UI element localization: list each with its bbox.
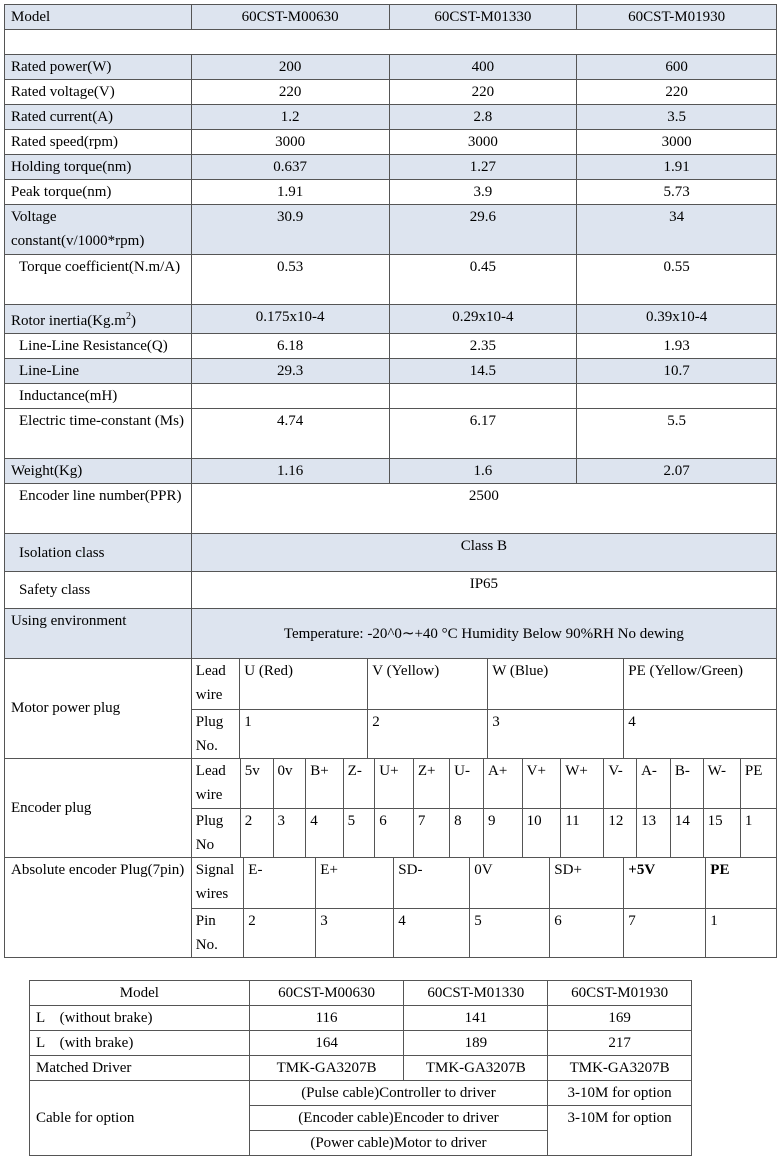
row-label: Electric time-constant (Ms) — [5, 409, 192, 459]
table-row — [5, 305, 777, 334]
table-row — [5, 155, 777, 180]
cell-value: 0.29x10-4 — [389, 305, 577, 334]
cell-value — [577, 384, 777, 409]
cell-value: 6.18 — [191, 334, 389, 359]
abs-pin-cell: 4 — [394, 908, 470, 957]
cell-value: 116 — [249, 1006, 404, 1031]
cell-value: 5.73 — [577, 180, 777, 205]
table-row — [5, 80, 777, 105]
encoder-plug-cell: 9 — [484, 809, 523, 858]
row-label: Weight(Kg) — [5, 459, 192, 484]
row-label: Motor power plug — [5, 659, 192, 759]
cell-value: 0.637 — [191, 155, 389, 180]
cell-value: 169 — [548, 1006, 692, 1031]
encoder-plug-cell: 8 — [450, 809, 484, 858]
motor-plug-row — [5, 659, 777, 759]
row-label: Line-Line — [5, 359, 192, 384]
pin-no-label: Pin No. — [192, 908, 244, 957]
encoder-plug-table — [192, 759, 776, 858]
spacer-row — [5, 30, 777, 55]
table-row — [5, 55, 777, 80]
encoder-lead-cell: B- — [670, 759, 703, 809]
row-label: Inductance(mH) — [5, 384, 192, 409]
signal-wires-row — [192, 858, 776, 908]
cable-option: 3-10M for option — [548, 1106, 692, 1156]
cell-value: 189 — [404, 1031, 548, 1056]
cell-value: 0.39x10-4 — [577, 305, 777, 334]
encoder-plug-cell: 3 — [273, 809, 306, 858]
abs-pin-cell: 1 — [706, 908, 776, 957]
option-header-model-1: 60CST-M00630 — [249, 981, 404, 1006]
plug-no-cell: 2 — [368, 709, 488, 758]
lead-wire-label: Lead wire — [192, 659, 240, 709]
encoder-plug-cell: 13 — [637, 809, 671, 858]
abs-signal-cell: 0V — [470, 858, 550, 908]
cell-value: 0.175x10-4 — [191, 305, 389, 334]
abs-pin-cell: 2 — [244, 908, 316, 957]
encoder-lead-cell: Z- — [343, 759, 375, 809]
plug-no-label: Plug No. — [192, 709, 240, 758]
cable-label: Cable for option — [30, 1081, 250, 1156]
plug-no-cell: 1 — [240, 709, 368, 758]
table-row — [5, 180, 777, 205]
motor-spec-table — [4, 4, 777, 958]
row-label: Torque coefficient(N.m/A) — [5, 255, 192, 305]
header-model-2: 60CST-M01330 — [389, 5, 577, 30]
cell-value: 1.93 — [577, 334, 777, 359]
cell-value: 141 — [404, 1006, 548, 1031]
encoder-plug-cell: 7 — [413, 809, 449, 858]
abs-pin-cell: 7 — [624, 908, 706, 957]
row-label: Isolation class — [5, 534, 192, 572]
isolation-row — [5, 534, 777, 572]
row-label: Matched Driver — [30, 1056, 250, 1081]
lead-wire-cell: V (Yellow) — [368, 659, 488, 709]
cell-value: 5.5 — [577, 409, 777, 459]
encoder-plug-cell: 6 — [375, 809, 414, 858]
row-label — [5, 305, 192, 334]
cell-value: 2.35 — [389, 334, 577, 359]
row-label: Encoder plug — [5, 758, 192, 858]
row-label: L (without brake) — [30, 1006, 250, 1031]
row-label: Rated speed(rpm) — [5, 130, 192, 155]
option-header-model-2: 60CST-M01330 — [404, 981, 548, 1006]
encoder-lead-cell: A- — [637, 759, 671, 809]
encoder-lead-cell: B+ — [306, 759, 343, 809]
encoder-lead-cell: 0v — [273, 759, 306, 809]
table-row — [30, 1031, 692, 1056]
cell-value: TMK-GA3207B — [548, 1056, 692, 1081]
row-label: Line-Line Resistance(Q) — [5, 334, 192, 359]
cell-value: 2.8 — [389, 105, 577, 130]
cable-item: (Encoder cable)Encoder to driver — [249, 1106, 548, 1131]
cell-value: 1.6 — [389, 459, 577, 484]
encoder-plug-row — [5, 758, 777, 858]
row-label: Peak torque(nm) — [5, 180, 192, 205]
cell-value: 0.53 — [191, 255, 389, 305]
cell-value: 220 — [577, 80, 777, 105]
cell-value: 1.91 — [191, 180, 389, 205]
row-label-text: Rotor inertia(Kg.m — [11, 313, 126, 329]
cell-value: 14.5 — [389, 359, 577, 384]
option-header-row — [30, 981, 692, 1006]
plug-no-row — [192, 809, 776, 858]
lead-wire-row — [192, 759, 776, 809]
motor-plug-table — [192, 659, 776, 758]
table-header-row — [5, 5, 777, 30]
table-row — [5, 205, 777, 255]
cell-value: 29.6 — [389, 205, 577, 255]
plug-no-cell: 4 — [624, 709, 776, 758]
cell-value: 3.5 — [577, 105, 777, 130]
table-row — [5, 255, 777, 305]
row-label: Safety class — [5, 572, 192, 609]
option-header-model-label: Model — [30, 981, 250, 1006]
encoder-lead-cell: PE — [740, 759, 776, 809]
row-label-end: ) — [130, 313, 136, 329]
row-label: Encoder line number(PPR) — [5, 484, 192, 534]
cell-value: 220 — [191, 80, 389, 105]
encoder-lead-cell: V- — [604, 759, 637, 809]
abs-signal-cell: E- — [244, 858, 316, 908]
row-label: Using environment — [5, 609, 192, 659]
table-row — [5, 334, 777, 359]
option-table — [29, 980, 692, 1156]
environment-row — [5, 609, 777, 659]
cell-value: 1.91 — [577, 155, 777, 180]
safety-value: IP65 — [191, 572, 776, 609]
signal-wires-label: Signal wires — [192, 858, 244, 908]
encoder-lead-cell: 5v — [240, 759, 273, 809]
cell-value: 10.7 — [577, 359, 777, 384]
cell-value: 400 — [389, 55, 577, 80]
cell-value: 30.9 — [191, 205, 389, 255]
lead-wire-cell: PE (Yellow/Green) — [624, 659, 776, 709]
header-model-1: 60CST-M00630 — [191, 5, 389, 30]
encoder-lead-cell: W- — [703, 759, 740, 809]
row-label: Rated power(W) — [5, 55, 192, 80]
lead-wire-cell: U (Red) — [240, 659, 368, 709]
table-row — [30, 1056, 692, 1081]
cell-value: TMK-GA3207B — [249, 1056, 404, 1081]
lead-wire-label: Lead wire — [192, 759, 241, 809]
encoder-lead-cell: W+ — [561, 759, 604, 809]
cable-row — [30, 1081, 692, 1106]
cell-value — [389, 384, 577, 409]
cell-value: 1.16 — [191, 459, 389, 484]
cell-value: 1.2 — [191, 105, 389, 130]
lead-wire-cell: W (Blue) — [488, 659, 624, 709]
abs-plug-table — [192, 858, 776, 957]
table-row — [5, 409, 777, 459]
safety-row — [5, 572, 777, 609]
abs-pin-cell: 5 — [470, 908, 550, 957]
row-label: Holding torque(nm) — [5, 155, 192, 180]
table-row — [5, 105, 777, 130]
abs-encoder-plug-row — [5, 858, 777, 958]
abs-signal-cell: +5V — [624, 858, 706, 908]
encoder-lead-cell: U+ — [375, 759, 414, 809]
encoder-line-row — [5, 484, 777, 534]
abs-signal-cell: PE — [706, 858, 776, 908]
encoder-plug-cell: 2 — [240, 809, 273, 858]
encoder-lead-cell: V+ — [522, 759, 561, 809]
cell-value: 0.45 — [389, 255, 577, 305]
row-label: Rated voltage(V) — [5, 80, 192, 105]
encoder-plug-cell: 1 — [740, 809, 776, 858]
cell-value: 200 — [191, 55, 389, 80]
lead-wire-row — [192, 659, 776, 709]
encoder-plug-cell: 11 — [561, 809, 604, 858]
abs-signal-cell: SD+ — [550, 858, 624, 908]
table-row — [5, 384, 777, 409]
cell-value: 1.27 — [389, 155, 577, 180]
abs-signal-cell: E+ — [316, 858, 394, 908]
cell-value: TMK-GA3207B — [404, 1056, 548, 1081]
cell-value: 3000 — [389, 130, 577, 155]
option-header-model-3: 60CST-M01930 — [548, 981, 692, 1006]
encoder-plug-cell: 5 — [343, 809, 375, 858]
cell-value: 3000 — [577, 130, 777, 155]
plug-no-row — [192, 709, 776, 758]
encoder-plug-cell: 10 — [522, 809, 561, 858]
cell-value: 2.07 — [577, 459, 777, 484]
row-label: Rated current(A) — [5, 105, 192, 130]
header-model-label: Model — [5, 5, 192, 30]
cell-value: 600 — [577, 55, 777, 80]
cell-value: 6.17 — [389, 409, 577, 459]
row-label: L (with brake) — [30, 1031, 250, 1056]
cell-value: 29.3 — [191, 359, 389, 384]
isolation-value: Class B — [191, 534, 776, 572]
cell-value: 34 — [577, 205, 777, 255]
row-label-sup: 2 — [125, 311, 131, 322]
cell-value — [191, 384, 389, 409]
pin-no-row — [192, 908, 776, 957]
cable-option: 3-10M for option — [548, 1081, 692, 1106]
abs-signal-cell: SD- — [394, 858, 470, 908]
encoder-lead-cell: Z+ — [413, 759, 449, 809]
table-row — [30, 1006, 692, 1031]
cell-value: 217 — [548, 1031, 692, 1056]
cable-item: (Pulse cable)Controller to driver — [249, 1081, 548, 1106]
cell-value: 0.55 — [577, 255, 777, 305]
plug-no-label: Plug No — [192, 809, 241, 858]
environment-value: Temperature: -20^0∼+40 °C Humidity Below 90%RH No dewing — [191, 609, 776, 659]
encoder-line-value: 2500 — [191, 484, 776, 534]
cable-item: (Power cable)Motor to driver — [249, 1131, 548, 1156]
row-label: Voltage constant(v/1000*rpm) — [5, 205, 192, 255]
encoder-lead-cell: U- — [450, 759, 484, 809]
abs-pin-cell: 6 — [550, 908, 624, 957]
encoder-plug-cell: 12 — [604, 809, 637, 858]
table-row — [5, 459, 777, 484]
encoder-lead-cell: A+ — [484, 759, 523, 809]
encoder-plug-cell: 15 — [703, 809, 740, 858]
cell-value: 164 — [249, 1031, 404, 1056]
row-label: Absolute encoder Plug(7pin) — [5, 858, 192, 958]
cell-value: 4.74 — [191, 409, 389, 459]
abs-pin-cell: 3 — [316, 908, 394, 957]
cell-value: 3000 — [191, 130, 389, 155]
table-row — [5, 359, 777, 384]
cell-value: 3.9 — [389, 180, 577, 205]
encoder-plug-cell: 4 — [306, 809, 343, 858]
plug-no-cell: 3 — [488, 709, 624, 758]
table-row — [5, 130, 777, 155]
header-model-3: 60CST-M01930 — [577, 5, 777, 30]
cell-value: 220 — [389, 80, 577, 105]
encoder-plug-cell: 14 — [670, 809, 703, 858]
